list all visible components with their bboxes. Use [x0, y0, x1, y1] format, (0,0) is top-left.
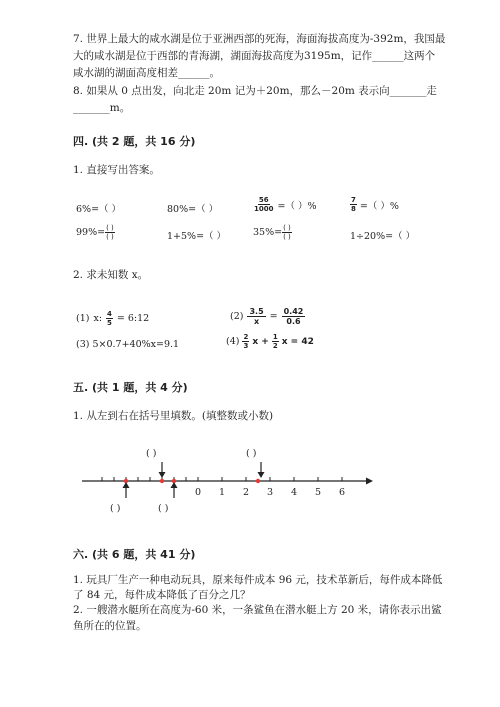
- tick-label-5: 5: [315, 487, 322, 498]
- fraction-numerator: 56: [258, 196, 269, 204]
- red-marker: [160, 479, 164, 483]
- fraction-denominator: 2: [272, 342, 278, 350]
- s4-q1-title: 1. 直接写出答案。: [73, 164, 160, 176]
- section-5-title: 五. (共 1 题，共 4 分): [73, 381, 188, 394]
- blank-above-1: ( ): [146, 448, 157, 459]
- fraction-denominator: 0.6: [286, 317, 301, 326]
- tick-label-4: 4: [291, 487, 298, 498]
- fraction-denominator: ( ): [283, 233, 291, 241]
- blank-below-1: ( ): [110, 503, 121, 514]
- blank-above-2: ( ): [246, 448, 257, 459]
- tick-label-6: 6: [339, 487, 346, 498]
- q8-line2: _______m。: [73, 102, 131, 114]
- expression: x = 42: [281, 336, 314, 347]
- answer-blank: =（ ）%: [359, 200, 399, 212]
- s4-r1-b: 80%=（ ）: [167, 204, 219, 215]
- tick-label-1: 1: [219, 487, 226, 498]
- down-arrow-icon: [159, 462, 166, 478]
- s4-r1-a: 6%=（ ）: [76, 204, 122, 215]
- fraction-denominator: x: [253, 317, 260, 326]
- fraction-denominator: ( ): [106, 233, 114, 241]
- fraction-denominator: 1000: [254, 205, 274, 213]
- s4-r2-d: 1÷20%=（ ）: [350, 231, 416, 242]
- expression: 35%=: [253, 227, 283, 238]
- fraction-numerator: 7: [351, 196, 356, 204]
- tick-label-0: 0: [195, 487, 202, 498]
- s6-q2-line1: 2. 一艘潜水艇所在高度为-60 米，一条鲨鱼在潜水艇上方 20 米，请你表示出鲨: [73, 604, 442, 616]
- fraction-denominator: 8: [351, 205, 356, 213]
- equation-3: (3) 5×0.7+40%x=9.1: [76, 339, 180, 350]
- equation-label: (2): [230, 311, 244, 322]
- fraction-numerator: ( ): [106, 224, 114, 232]
- s6-q2-line2: 鱼所在的位置。: [73, 620, 147, 632]
- s6-q1-line1: 1. 玩具厂生产一种电动玩具，原来每件成本 96 元，技术革新后，每件成本降低: [73, 574, 443, 586]
- fraction-denominator: 5: [107, 319, 112, 327]
- up-arrow-icon: [123, 482, 130, 498]
- s6-q1-line2: 了 84 元，每件成本降低了百分之几？: [73, 589, 251, 601]
- equals-sign: =: [269, 311, 278, 322]
- expression: = 6:12: [116, 313, 150, 324]
- section-6-title: 六. (共 6 题，共 41 分): [73, 548, 196, 561]
- tick-label-2: 2: [243, 487, 250, 498]
- expression: x +: [252, 336, 269, 347]
- q7-line3: 咸水湖的湖面高度相差______。: [73, 67, 220, 79]
- red-marker: [256, 479, 260, 483]
- fraction-numerator: 2: [243, 333, 249, 341]
- fraction-numerator: ( ): [283, 224, 291, 232]
- tick-label-3: 3: [267, 487, 274, 498]
- fraction-denominator: 3: [243, 342, 249, 350]
- expression: x:: [93, 313, 103, 324]
- q8-line1: 8. 如果从 0 点出发，向北走 20m 记为＋20m，那么－20m 表示向_______走: [73, 85, 437, 97]
- expression: 99%=: [76, 227, 106, 238]
- equation-label: (1): [76, 313, 90, 324]
- section-4-title: 四. (共 2 题，共 16 分): [73, 135, 196, 148]
- q7-line1: 7. 世界上最大的咸水湖是位于亚洲西部的死海，海面海拔高度为-392m，我国最: [73, 33, 446, 45]
- s5-q1: 1. 从左到右在括号里填数。(填整数或小数): [73, 410, 274, 422]
- down-arrow-icon: [258, 462, 265, 478]
- q7-line2: 大的咸水湖是位于西部的青海湖，湖面海拔高度为3195m，记作______这两个: [73, 50, 436, 62]
- number-line-arrow: [366, 478, 373, 485]
- blank-below-2: ( ): [158, 503, 169, 514]
- fraction-numerator: 1: [272, 333, 278, 341]
- up-arrow-icon: [171, 482, 178, 498]
- s4-q2-title: 2. 求未知数 x。: [73, 269, 149, 281]
- answer-blank: =（ ）%: [277, 200, 317, 212]
- equation-label: (4): [226, 336, 240, 347]
- s4-r2-b: 1+5%=（ ）: [167, 231, 227, 242]
- fraction-numerator: 0.42: [283, 307, 304, 316]
- fraction-numerator: 3.5: [249, 307, 264, 316]
- fraction-numerator: 4: [107, 310, 112, 318]
